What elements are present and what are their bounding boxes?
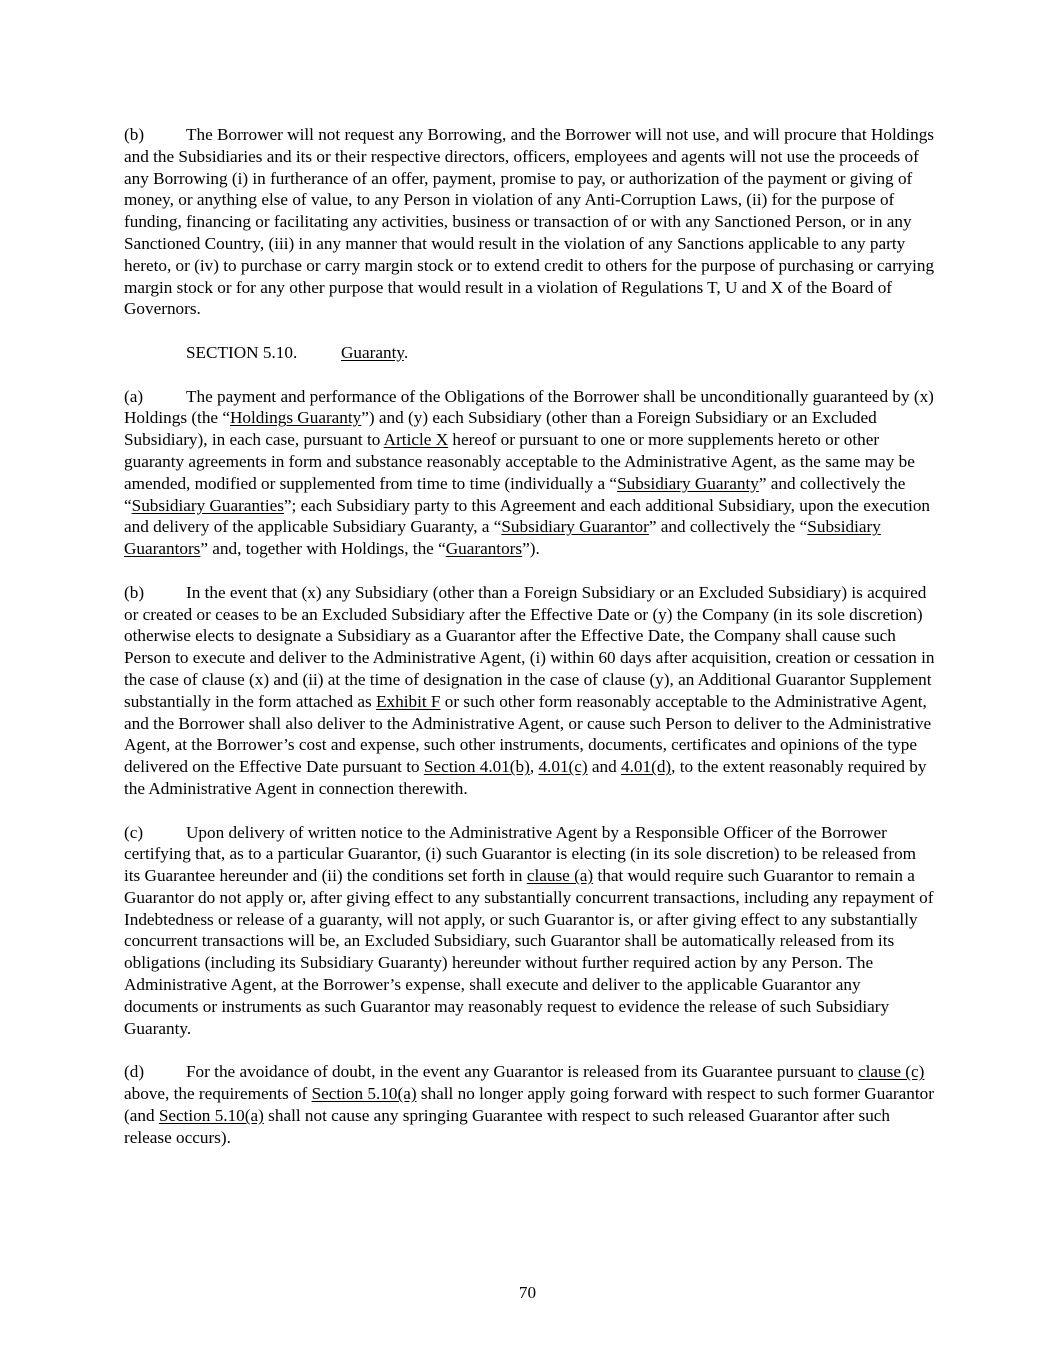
paragraph-text: hereof or pursuant to one or more supplements hereto or other guaranty agreements in form and substance reasonably acceptable to the Administrative Agent, as the same may be amended, modified or supplemented from time to time (individually a “ [124,430,915,493]
paragraph-label: (b) [124,125,145,144]
paragraph-a-guaranty [124,386,936,560]
paragraph-text: The payment and performance of the Obligations of the Borrower shall be unconditionally guaranteed by (x) Holdings (the “ [124,386,934,428]
paragraph-text: ”). [522,539,540,559]
cross-reference: Article X [383,430,449,450]
cross-reference: clause (a) [526,866,594,886]
defined-term: Subsidiary Guaranty [617,473,759,493]
paragraph-label: (c) [124,822,144,842]
section-title: Guaranty [341,342,404,362]
document-body [124,124,936,1170]
paragraph-text: shall no longer apply going forward with respect to such former Guarantor (and [124,1084,934,1125]
paragraph-text: that would require such Guarantor to remain a Guarantor do not apply or, after giving effect to any substantially concurrent transactions, including any repayment of Indebtedness or release of a guaranty, will not apply, or such Guarantor is, or after giving effect to any substantially concurrent transactions will be, an Excluded Subsidiary, such Guarantor shall be automatically released from its obligations (including its Subsidiary Guaranty) hereunder without further required action by any Person. The Administrative Agent, at the Borrower’s expense, shall execute and deliver to the applicable Guarantor any documents or instruments as such Guarantor may reasonably request to evidence the release of such Subsidiary Guaranty. [124,866,934,1038]
defined-term: Subsidiary Guarantor [501,517,649,537]
cross-reference: Section 5.10(a) [311,1084,417,1104]
section-title-period: . [403,342,409,362]
paragraph-text: shall not cause any springing Guarantee with respect to such released Guarantor after such release occurs). [124,1105,891,1147]
paragraph-text: In the event that (x) any Subsidiary (other than a Foreign Subsidiary or an Excluded Subsidiary) is acquired or created or ceases to be an Excluded Subsidiary after the Effective Date or (y) the Company (in its sole discretion) otherwise elects to designate a Subsidiary as a Guarantor after the Effective Date, the Company shall cause such Person to execute and deliver to the Administrative Agent, (i) within 60 days after acquisition, creation or cessation in the case of clause (x) and (ii) at the time of designation in the case of clause (y), an Additional Guarantor Supplement substantially in the form attached as [124,582,935,711]
cross-reference: 4.01(d) [621,757,672,777]
paragraph-text: ” and, together with Holdings, the “ [200,539,446,559]
section-heading [186,342,936,364]
cross-reference: Section 4.01(b) [423,757,530,777]
paragraph-b-additional-guarantors [124,582,936,800]
defined-term: Guarantors [445,539,523,559]
cross-reference: 4.01(c) [538,757,588,777]
paragraph-text: ”) and (y) each Subsidiary (other than a Foreign Subsidiary or an Excluded Subsidiary), in each case, pursuant to [124,408,877,450]
page-number: 70 [518,1283,537,1302]
section-number: SECTION 5.10. [186,342,298,362]
paragraph-label: (a) [124,386,144,406]
paragraph-text: above, the requirements of [124,1084,312,1104]
paragraph-text: For the avoidance of doubt, in the event any Guarantor is released from its Guarantee pursuant to [186,1062,859,1082]
paragraph-text: and [587,757,622,777]
paragraph-text: ”; each Subsidiary party to this Agreement and each additional Subsidiary, upon the execution and delivery of the applicable Subsidiary Guaranty, a “ [124,495,931,537]
cross-reference: Exhibit F [376,691,441,711]
paragraph-text: ” and collectively the “ [648,517,808,537]
paragraph-label: (b) [124,582,145,602]
paragraph-text: ” and collectively the “ [124,473,906,515]
cross-reference: Section 5.10(a) [158,1105,264,1125]
cross-reference: clause (c) [858,1062,925,1082]
paragraph-label: (d) [124,1062,145,1082]
paragraph-text: or such other form reasonably acceptable to the Administrative Agent, and the Borrower shall also deliver to the Administrative Agent, or cause such Person to deliver to the Administrative Agent, at the Borrower’s cost and expense, such other instruments, documents, certificates and opinions of the type delivered on the Effective Date pursuant to [124,691,932,777]
paragraph-text: The Borrower will not request any Borrowing, and the Borrower will not use, and will procure that Holdings and the Subsidiaries and its or their respective directors, officers, employees and agents will not use the proceeds of any Borrowing (i) in furtherance of an offer, payment, promise to pay, or authorization of the payment or giving of money, or anything else of value, to any Person in violation of any Anti-Corruption Laws, (ii) for the purpose of funding, financing or facilitating any activities, business or transaction of or with any Sanctioned Person, or in any Sanctioned Country, (iii) in any manner that would result in the violation of any Sanctions applicable to any party hereto, or (iv) to purchase or carry margin stock or to extend credit to others for the purpose of purchasing or carrying margin stock or for any other purpose that would result in a violation of Regulations T, U and X of the Board of Governors. [124,125,935,319]
paragraph-text: , to the extent reasonably required by the Administrative Agent in connection therewith. [124,757,927,798]
defined-term: Subsidiary Guarantors [124,517,881,559]
paragraph-b-use-of-proceeds [124,124,936,320]
paragraph-text: Upon delivery of written notice to the Administrative Agent by a Responsible Officer of the Borrower certifying that, as to a particular Guarantor, (i) such Guarantor is electing (in its sole discretion) to be released from its Guarantee hereunder and (ii) the conditions set forth in [124,822,917,886]
defined-term: Holdings Guaranty [229,408,362,428]
paragraph-d-avoidance-of-doubt [124,1061,936,1148]
paragraph-c-release [124,822,936,1040]
defined-term: Subsidiary Guaranties [131,495,284,515]
paragraph-text: , [529,757,539,777]
